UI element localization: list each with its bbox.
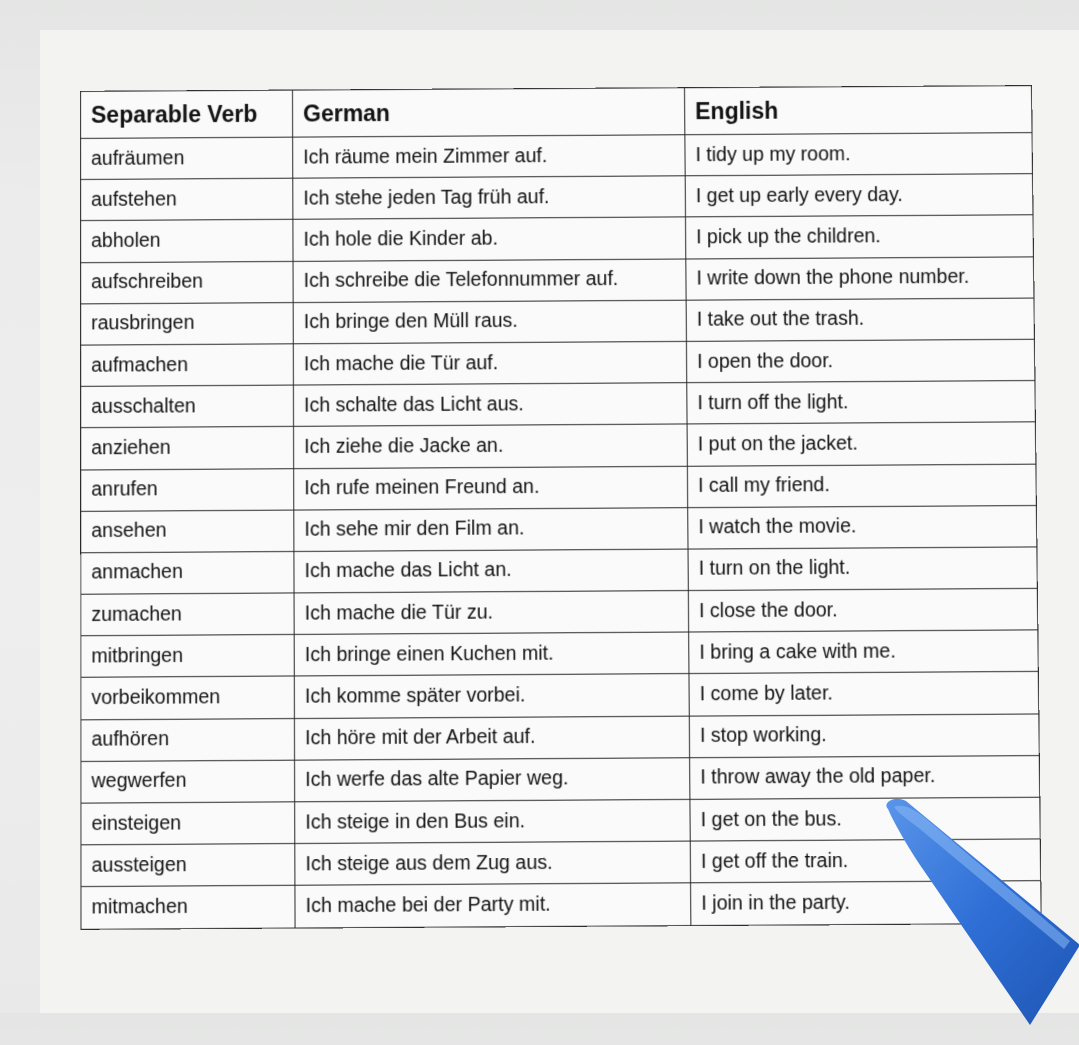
cell-english: I watch the movie. bbox=[688, 505, 1037, 549]
table-row bbox=[81, 174, 1033, 221]
cell-german: Ich stehe jeden Tag früh auf. bbox=[293, 176, 686, 220]
table-header-row bbox=[80, 86, 1032, 139]
header-german: German bbox=[293, 88, 685, 137]
table-row bbox=[81, 630, 1038, 678]
cell-english: I stop working. bbox=[689, 714, 1039, 758]
cell-german: Ich hole die Kinder ab. bbox=[293, 217, 686, 261]
cell-separable-verb: ansehen bbox=[81, 510, 294, 553]
cell-english: I write down the phone number. bbox=[686, 256, 1034, 299]
table-row bbox=[81, 339, 1035, 386]
vocabulary-table-container bbox=[80, 85, 1041, 929]
table-body bbox=[81, 133, 1042, 929]
cell-english: I call my friend. bbox=[687, 464, 1036, 508]
cell-separable-verb: mitbringen bbox=[81, 635, 294, 678]
cell-separable-verb: rausbringen bbox=[81, 302, 294, 345]
table-row bbox=[81, 797, 1040, 845]
cell-german: Ich ziehe die Jacke an. bbox=[294, 424, 688, 468]
table-row bbox=[81, 881, 1041, 929]
cell-english: I turn on the light. bbox=[688, 547, 1037, 591]
header-separable-verb: Separable Verb bbox=[80, 90, 292, 138]
cell-english: I throw away the old paper. bbox=[690, 755, 1040, 799]
cell-separable-verb: einsteigen bbox=[81, 802, 295, 845]
table-row bbox=[81, 422, 1036, 469]
vocabulary-table bbox=[80, 85, 1042, 929]
cell-english: I put on the jacket. bbox=[687, 422, 1036, 466]
cell-english: I get up early every day. bbox=[685, 174, 1033, 217]
cell-english: I bring a cake with me. bbox=[689, 630, 1039, 674]
cell-german: Ich steige in den Bus ein. bbox=[295, 799, 691, 843]
cell-german: Ich mache die Tür auf. bbox=[293, 341, 686, 385]
table-row bbox=[81, 298, 1035, 345]
header-english: English bbox=[685, 86, 1033, 135]
cell-german: Ich rufe meinen Freund an. bbox=[294, 466, 688, 510]
cell-separable-verb: aufschreiben bbox=[81, 261, 294, 304]
cell-german: Ich schreibe die Telefonnummer auf. bbox=[293, 259, 686, 303]
cell-english: I tidy up my room. bbox=[685, 133, 1033, 176]
cell-german: Ich höre mit der Arbeit auf. bbox=[294, 716, 689, 760]
cell-english: I close the door. bbox=[688, 588, 1037, 632]
table-row bbox=[81, 381, 1036, 428]
cell-separable-verb: vorbeikommen bbox=[81, 676, 295, 719]
table-row bbox=[81, 133, 1033, 180]
cell-english: I take out the trash. bbox=[686, 298, 1034, 342]
cell-german: Ich komme später vorbei. bbox=[294, 674, 689, 718]
cell-separable-verb: anziehen bbox=[81, 427, 294, 470]
table-row bbox=[81, 215, 1034, 262]
cell-german: Ich mache das Licht an. bbox=[294, 549, 688, 593]
cell-separable-verb: anrufen bbox=[81, 468, 294, 511]
cell-german: Ich bringe einen Kuchen mit. bbox=[294, 632, 689, 676]
cell-german: Ich schalte das Licht aus. bbox=[293, 383, 687, 427]
cell-separable-verb: abholen bbox=[81, 220, 293, 263]
table-row bbox=[81, 505, 1037, 552]
table-row bbox=[81, 256, 1034, 303]
cell-separable-verb: aufräumen bbox=[81, 137, 293, 180]
table-row bbox=[81, 839, 1041, 887]
cell-separable-verb: aufmachen bbox=[81, 344, 294, 387]
table-row bbox=[81, 755, 1040, 803]
cell-german: Ich bringe den Müll raus. bbox=[293, 300, 686, 344]
cell-german: Ich sehe mir den Film an. bbox=[294, 507, 688, 551]
table-row bbox=[81, 547, 1038, 595]
table-row bbox=[81, 588, 1038, 636]
cell-english: I turn off the light. bbox=[687, 381, 1036, 425]
cell-german: Ich steige aus dem Zug aus. bbox=[295, 841, 691, 885]
cell-english: I join in the party. bbox=[691, 881, 1042, 925]
cell-separable-verb: wegwerfen bbox=[81, 760, 295, 803]
cell-separable-verb: ausschalten bbox=[81, 385, 294, 428]
cell-english: I get on the bus. bbox=[690, 797, 1040, 841]
cell-english: I pick up the children. bbox=[685, 215, 1033, 258]
cell-separable-verb: anmachen bbox=[81, 551, 294, 594]
cell-separable-verb: aufstehen bbox=[81, 178, 293, 221]
table-row bbox=[81, 672, 1039, 720]
table-row bbox=[81, 714, 1039, 762]
cell-english: I open the door. bbox=[686, 339, 1034, 383]
cell-separable-verb: zumachen bbox=[81, 593, 294, 636]
cell-german: Ich mache bei der Party mit. bbox=[295, 883, 691, 927]
cell-english: I get off the train. bbox=[690, 839, 1041, 883]
cell-english: I come by later. bbox=[689, 672, 1039, 716]
cell-german: Ich mache die Tür zu. bbox=[294, 591, 689, 635]
cell-german: Ich räume mein Zimmer auf. bbox=[293, 135, 686, 179]
table-row bbox=[81, 464, 1037, 511]
cell-german: Ich werfe das alte Papier weg. bbox=[295, 758, 690, 802]
cell-separable-verb: aufhören bbox=[81, 718, 295, 761]
cell-separable-verb: mitmachen bbox=[81, 886, 295, 929]
cell-separable-verb: aussteigen bbox=[81, 844, 295, 887]
